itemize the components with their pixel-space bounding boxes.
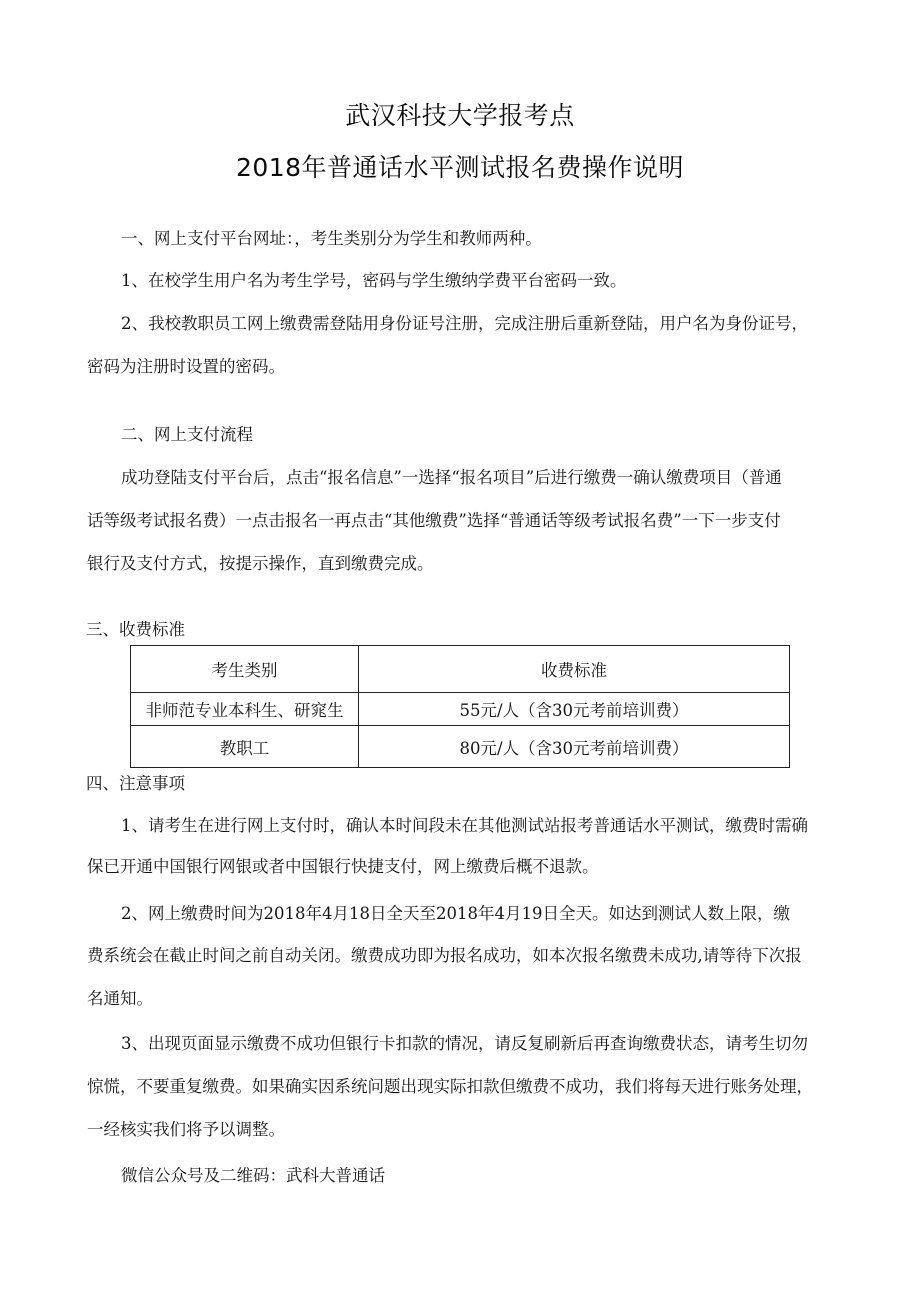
section4-item-3-line-2: 惊慌，不要重复缴费。如果确实因系统问题出现实际扣款但缴费不成功，我们将每天进行账务处理， [87,1077,813,1096]
wechat-line: 微信公众号及二维码：武科大普通话 [121,1166,385,1185]
fee-table-header-row [131,646,790,693]
title-line-1: 武汉科技大学报考点 [345,101,575,130]
fee-table-header-category: 考生类别 [131,646,359,693]
section4-item-3-line-1: 3、出现页面显示缴费不成功但银行卡扣款的情况，请反复刷新后再查询缴费状态，请考生切勿 [121,1034,808,1053]
section4-item-2-line-1: 2、网上缴费时间为2018年4月18日全天至2018年4月19日全天。如达到测试人数上限，缴 [121,904,790,923]
section1-heading: 一、网上支付平台网址：，考生类别分为学生和教师两种。 [121,229,542,248]
table-row [131,693,790,726]
fee-table-cell-fee: 80元/人（含30元考前培训费） [359,726,790,768]
title-line-2: 2018年普通话水平测试报名费操作说明 [235,153,685,182]
section4-item-2-line-2: 费系统会在截止时间之前自动关闭。缴费成功即为报名成功，如本次报名缴费未成功,请等待下次报 [87,946,802,965]
section1-item-2-line-2: 密码为注册时设置的密码。 [87,357,285,376]
section2-body-line-3: 银行及支付方式，按提示操作，直到缴费完成。 [87,554,434,573]
section2-body-line-1: 成功登陆支付平台后，点击“报名信息”一选择“报名项目”后进行缴费一确认缴费项目（普通 [121,468,782,487]
section4-item-2-line-3: 名通知。 [87,989,153,1008]
section4-item-3-line-3: 一经核实我们将予以调整。 [87,1120,285,1139]
fee-table-header-fee: 收费标准 [359,646,790,693]
section4-heading: 四、注意事项 [86,774,185,793]
section3-heading: 三、收费标准 [86,620,185,639]
fee-table [130,645,790,768]
section2-heading: 二、网上支付流程 [121,425,253,444]
section2-body-line-2: 话等级考试报名费）一点击报名一再点击“其他缴费”选择“普通话等级考试报名费”一下一步支付 [87,511,781,530]
fee-table-cell-category: 教职工 [131,726,359,768]
section1-item-1: 1、在校学生用户名为考生学号，密码与学生缴纳学费平台密码一致。 [121,271,627,290]
table-row [131,726,790,768]
fee-table-cell-category: 非师范专业本科生、研窕生 [131,693,359,726]
section1-item-2-line-1: 2、我校教职员工网上缴费需登陆用身份证号注册，完成注册后重新登陆，用户名为身份证号， [121,314,808,333]
section4-item-1-line-2: 保已开通中国银行网银或者中国银行快捷支付，网上缴费后概不退款。 [87,857,599,876]
fee-table-cell-fee: 55元/人（含30元考前培训费） [359,693,790,726]
section4-item-1-line-1: 1、请考生在进行网上支付时，确认本时间段未在其他测试站报考普通话水平测试，缴费时需确 [121,816,808,835]
